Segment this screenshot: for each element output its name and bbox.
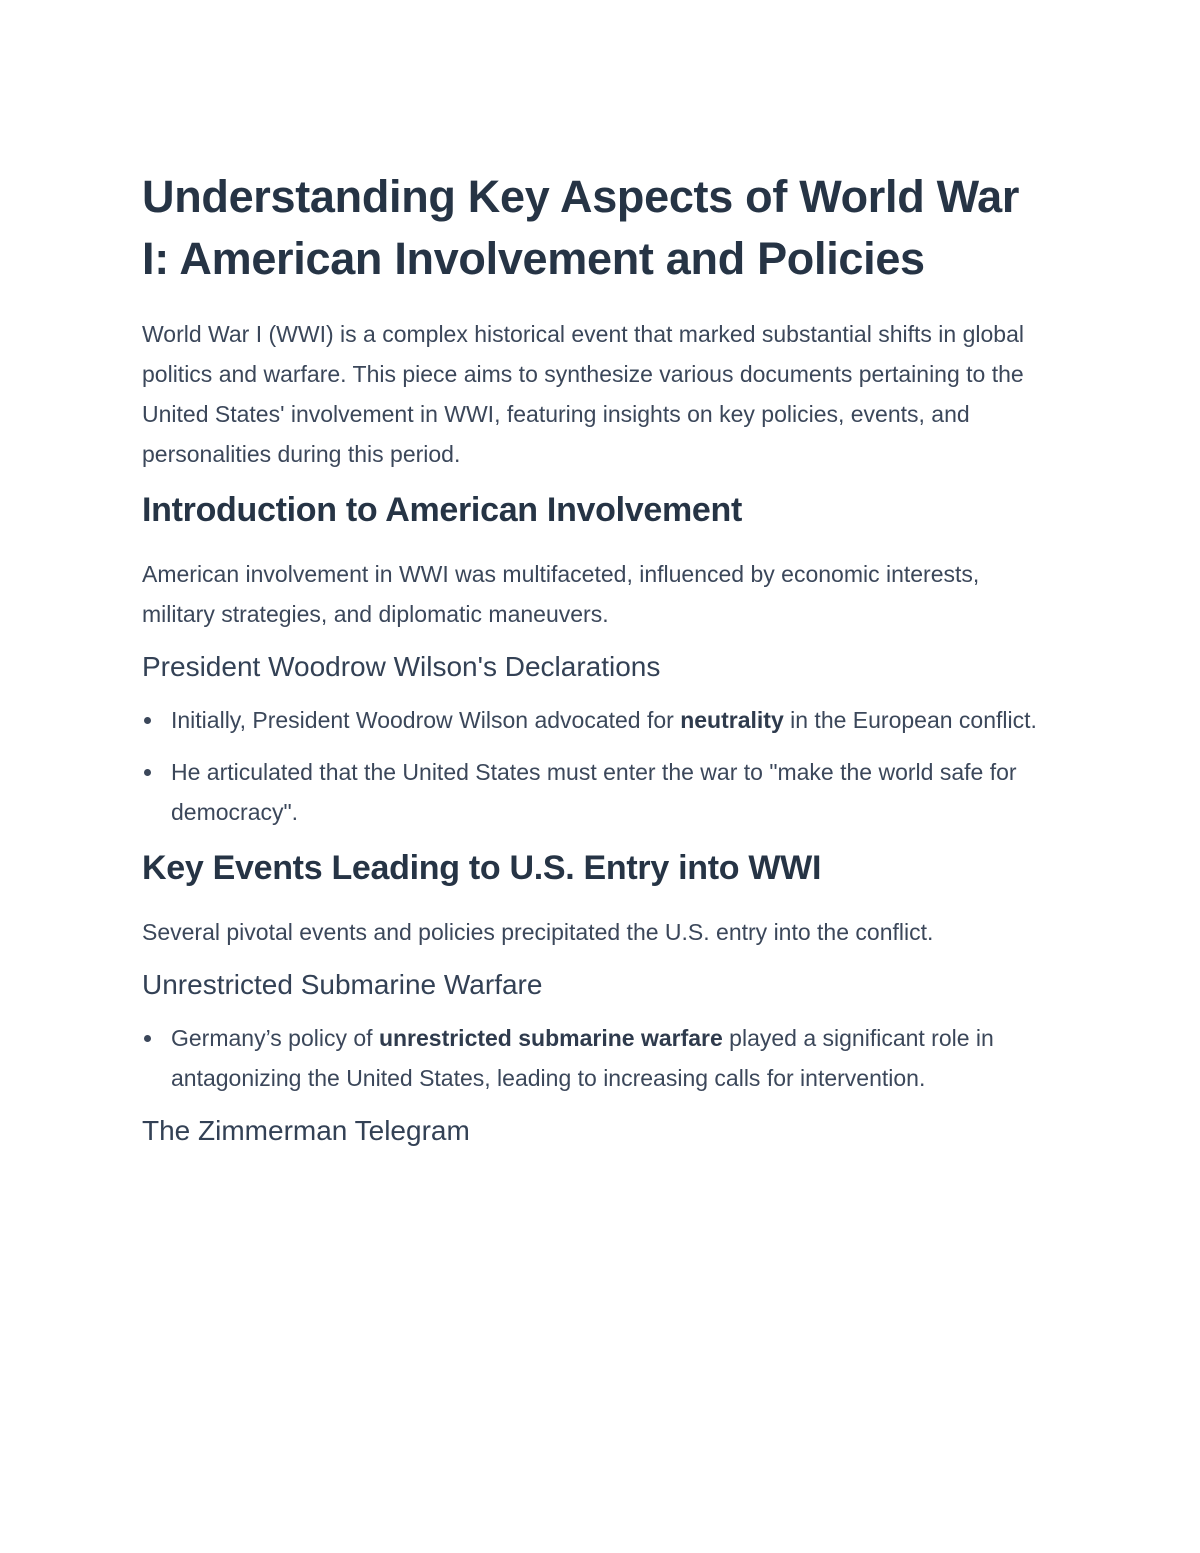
document-title: Understanding Key Aspects of World War I: American Involvement and Policies xyxy=(142,171,1020,284)
list-item-text: Initially, President Woodrow Wilson advocated for xyxy=(171,707,681,733)
intro-paragraph: World War I (WWI) is a complex historical event that marked substantial shifts in global politics and warfare. This piece aims to synthesize various documents pertaining to the United States' involvement in WWI, featuring insights on key policies, events, and personalities during this period. xyxy=(142,321,1024,467)
wilson-bullet-list xyxy=(142,700,1052,832)
list-item-text: played a significant role in antagonizing the United States, leading to increasing calls for intervention. xyxy=(171,1025,994,1091)
list-item-text: in the European conflict. xyxy=(783,707,1037,733)
bullet-icon xyxy=(144,717,151,724)
list-item-bold-text: neutrality xyxy=(680,707,784,733)
list-item xyxy=(142,752,1052,832)
list-item-bold-text: unrestricted submarine warfare xyxy=(378,1025,723,1051)
section-heading-introduction: Introduction to American Involvement xyxy=(142,491,743,529)
submarine-bullet-list xyxy=(142,1018,1052,1098)
bullet-icon xyxy=(144,1035,151,1042)
section-key-events-paragraph: Several pivotal events and policies precipitated the U.S. entry into the conflict. xyxy=(142,919,934,945)
list-item-text: He articulated that the United States must enter the war to "make the world safe for democracy". xyxy=(171,759,1017,825)
section-heading-key-events: Key Events Leading to U.S. Entry into WWI xyxy=(142,849,822,887)
subsection-heading-submarine-warfare: Unrestricted Submarine Warfare xyxy=(142,969,543,1000)
bullet-icon xyxy=(144,769,151,776)
subsection-heading-zimmerman-telegram: The Zimmerman Telegram xyxy=(142,1115,470,1146)
section-introduction-paragraph: American involvement in WWI was multifaceted, influenced by economic interests, military strategies, and diplomatic maneuvers. xyxy=(142,561,980,627)
document-page xyxy=(142,166,1052,1164)
list-item-text: Germany’s policy of xyxy=(171,1025,379,1051)
list-item xyxy=(142,1018,1052,1098)
list-item xyxy=(142,700,1052,740)
subsection-heading-wilson: President Woodrow Wilson's Declarations xyxy=(142,651,661,682)
